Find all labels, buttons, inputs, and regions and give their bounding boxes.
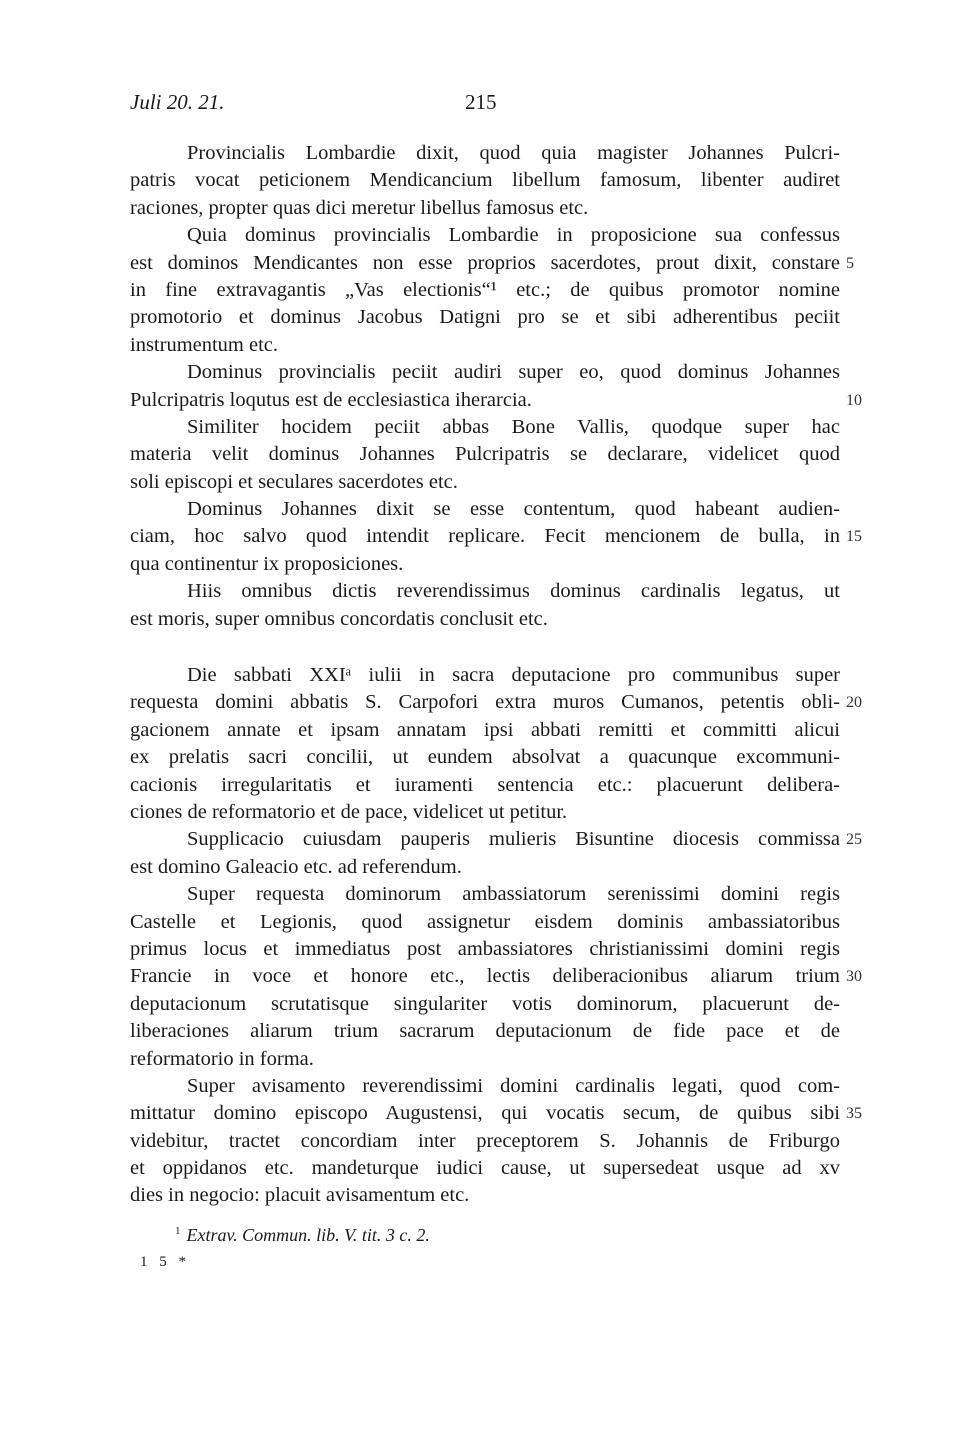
footnote-marker: 1 xyxy=(175,1225,181,1237)
text-line xyxy=(130,991,840,1018)
body-text xyxy=(130,140,862,1210)
text-line-content: Pulcripatris loqutus est de ecclesiastica iherarcia. xyxy=(130,388,532,411)
text-line xyxy=(130,854,840,881)
text-line xyxy=(130,1155,840,1182)
text-line xyxy=(130,250,854,277)
text-line xyxy=(130,1073,840,1100)
text-line-content: Dominus provincialis peciit audiri super eo, quod dominus Johannes xyxy=(187,361,840,384)
text-line-content: ciones de reformatorio et de pace, videlicet ut petitur. xyxy=(130,800,568,823)
text-line-content: deputacionum scrutatisque singulariter votis dominorum, placuerunt de- xyxy=(130,992,840,1015)
footnote xyxy=(175,1225,430,1246)
text-line-content: Similiter hocidem peciit abbas Bone Vallis, quodque super hac xyxy=(187,415,840,438)
text-line-content: Supplicacio cuiusdam pauperis mulieris Bisuntine diocesis commissa xyxy=(187,828,840,851)
text-line xyxy=(130,936,840,963)
text-line xyxy=(130,772,840,799)
text-line xyxy=(130,222,840,249)
text-line-content: raciones, propter quas dici meretur libellus famosus etc. xyxy=(130,196,589,219)
running-head: Juli 20. 21. xyxy=(130,90,225,114)
text-line xyxy=(130,496,840,523)
text-line xyxy=(130,578,840,605)
footnote-text: Extrav. Commun. lib. V. tit. 3 c. 2. xyxy=(186,1225,430,1245)
text-line-content: mittatur domino episcopo Augustensi, qui vocatis secum, de quibus sibi xyxy=(130,1102,840,1125)
text-line-content: videbitur, tractet concordiam inter preceptorem S. Johannis de Friburgo xyxy=(130,1129,840,1152)
line-number: 35 xyxy=(846,1105,862,1123)
text-line xyxy=(130,304,840,331)
text-line-content: qua continentur ix proposiciones. xyxy=(130,552,404,575)
text-line xyxy=(130,441,840,468)
text-line xyxy=(130,140,840,167)
text-line-content: Provincialis Lombardie dixit, quod quia magister Johannes Pulcri- xyxy=(187,142,840,164)
text-line xyxy=(130,277,840,304)
page-header xyxy=(130,90,840,120)
text-line xyxy=(130,909,840,936)
line-number: 20 xyxy=(846,694,862,712)
text-line-content: instrumentum etc. xyxy=(130,333,279,356)
line-number: 10 xyxy=(846,391,862,409)
text-line xyxy=(130,662,840,689)
text-line xyxy=(130,689,862,716)
text-line-content: est moris, super omnibus concordatis conclusit etc. xyxy=(130,607,548,630)
text-line xyxy=(130,332,840,359)
page-number: 215 xyxy=(465,90,497,114)
line-number: 15 xyxy=(846,528,862,546)
text-line xyxy=(130,1046,840,1073)
text-line xyxy=(130,1018,840,1045)
text-line xyxy=(130,359,840,386)
text-line xyxy=(130,1128,840,1155)
text-line-content: requesta domini abbatis S. Carpofori extra muros Cumanos, petentis obli- xyxy=(130,691,840,714)
text-line-content: Die sabbati XXIᵃ iulii in sacra deputacione pro communibus super xyxy=(187,664,840,687)
text-line xyxy=(130,1100,862,1127)
line-number: 25 xyxy=(846,831,862,849)
text-line xyxy=(130,469,840,496)
text-line xyxy=(130,551,840,578)
text-line-content: liberaciones aliarum trium sacrarum deputacionum de fide pace et de xyxy=(130,1020,840,1043)
text-line-content: materia velit dominus Johannes Pulcripatris se declarare, videlicet quod xyxy=(130,443,840,466)
text-line xyxy=(130,1182,840,1209)
text-line-content: cacionis irregularitatis et iuramenti sentencia etc.: placuerunt delibera- xyxy=(130,773,840,796)
line-number: 30 xyxy=(846,968,862,986)
text-line xyxy=(130,744,840,771)
text-line-content: est domino Galeacio etc. ad referendum. xyxy=(130,855,462,878)
text-line xyxy=(130,523,862,550)
text-line xyxy=(130,167,840,194)
signature-mark: 1 5 * xyxy=(140,1254,190,1270)
text-line-content: reformatorio in forma. xyxy=(130,1047,314,1070)
text-line xyxy=(130,387,862,414)
text-line-content: Super requesta dominorum ambassiatorum serenissimi domini regis xyxy=(187,883,840,906)
text-line-content: ciam, hoc salvo quod intendit replicare. Fecit mencionem de bulla, in xyxy=(130,525,840,548)
text-line-content: Castelle et Legionis, quod assignetur eisdem dominis ambassiatoribus xyxy=(130,910,840,933)
text-line-content: Dominus Johannes dixit se esse contentum, quod habeant audien- xyxy=(187,498,840,521)
text-line-content: in fine extravagantis „Vas electionis“¹ etc.; de quibus promotor nomine xyxy=(130,278,840,301)
line-number: 5 xyxy=(846,254,854,272)
text-line xyxy=(130,799,840,826)
text-line-content: primus locus et immediatus post ambassiatores christianissimi domini regis xyxy=(130,937,840,960)
text-line xyxy=(130,881,840,908)
text-line xyxy=(130,826,862,853)
section-gap xyxy=(130,633,840,662)
text-line-content: est dominos Mendicantes non esse proprios sacerdotes, prout dixit, constare xyxy=(130,251,840,274)
text-line-content: Francie in voce et honore etc., lectis deliberacionibus aliarum trium xyxy=(130,965,840,988)
text-line xyxy=(130,195,840,222)
text-line-content: Hiis omnibus dictis reverendissimus dominus cardinalis legatus, ut xyxy=(187,580,840,603)
text-line-content: dies in negocio: placuit avisamentum etc. xyxy=(130,1184,470,1207)
text-line-content: Super avisamento reverendissimi domini cardinalis legati, quod com- xyxy=(187,1074,840,1097)
text-line xyxy=(130,414,840,441)
text-line-content: patris vocat peticionem Mendicancium libellum famosum, libenter audiret xyxy=(130,169,840,192)
text-line xyxy=(130,717,840,744)
text-line-content: soli episcopi et seculares sacerdotes etc. xyxy=(130,470,458,493)
text-line-content: et oppidanos etc. mandeturque iudici cause, ut supersedeat usque ad xv xyxy=(130,1157,840,1180)
text-line xyxy=(130,606,840,633)
text-line-content: Quia dominus provincialis Lombardie in proposicione sua confessus xyxy=(187,224,840,247)
text-line xyxy=(130,963,862,990)
text-line-content: promotorio et dominus Jacobus Datigni pro se et sibi adherentibus peciit xyxy=(130,306,840,329)
text-line-content: ex prelatis sacri concilii, ut eundem absolvat a quacunque excommuni- xyxy=(130,746,840,769)
text-line-content: gacionem annate et ipsam annatam ipsi abbati remitti et committi alicui xyxy=(130,718,840,741)
